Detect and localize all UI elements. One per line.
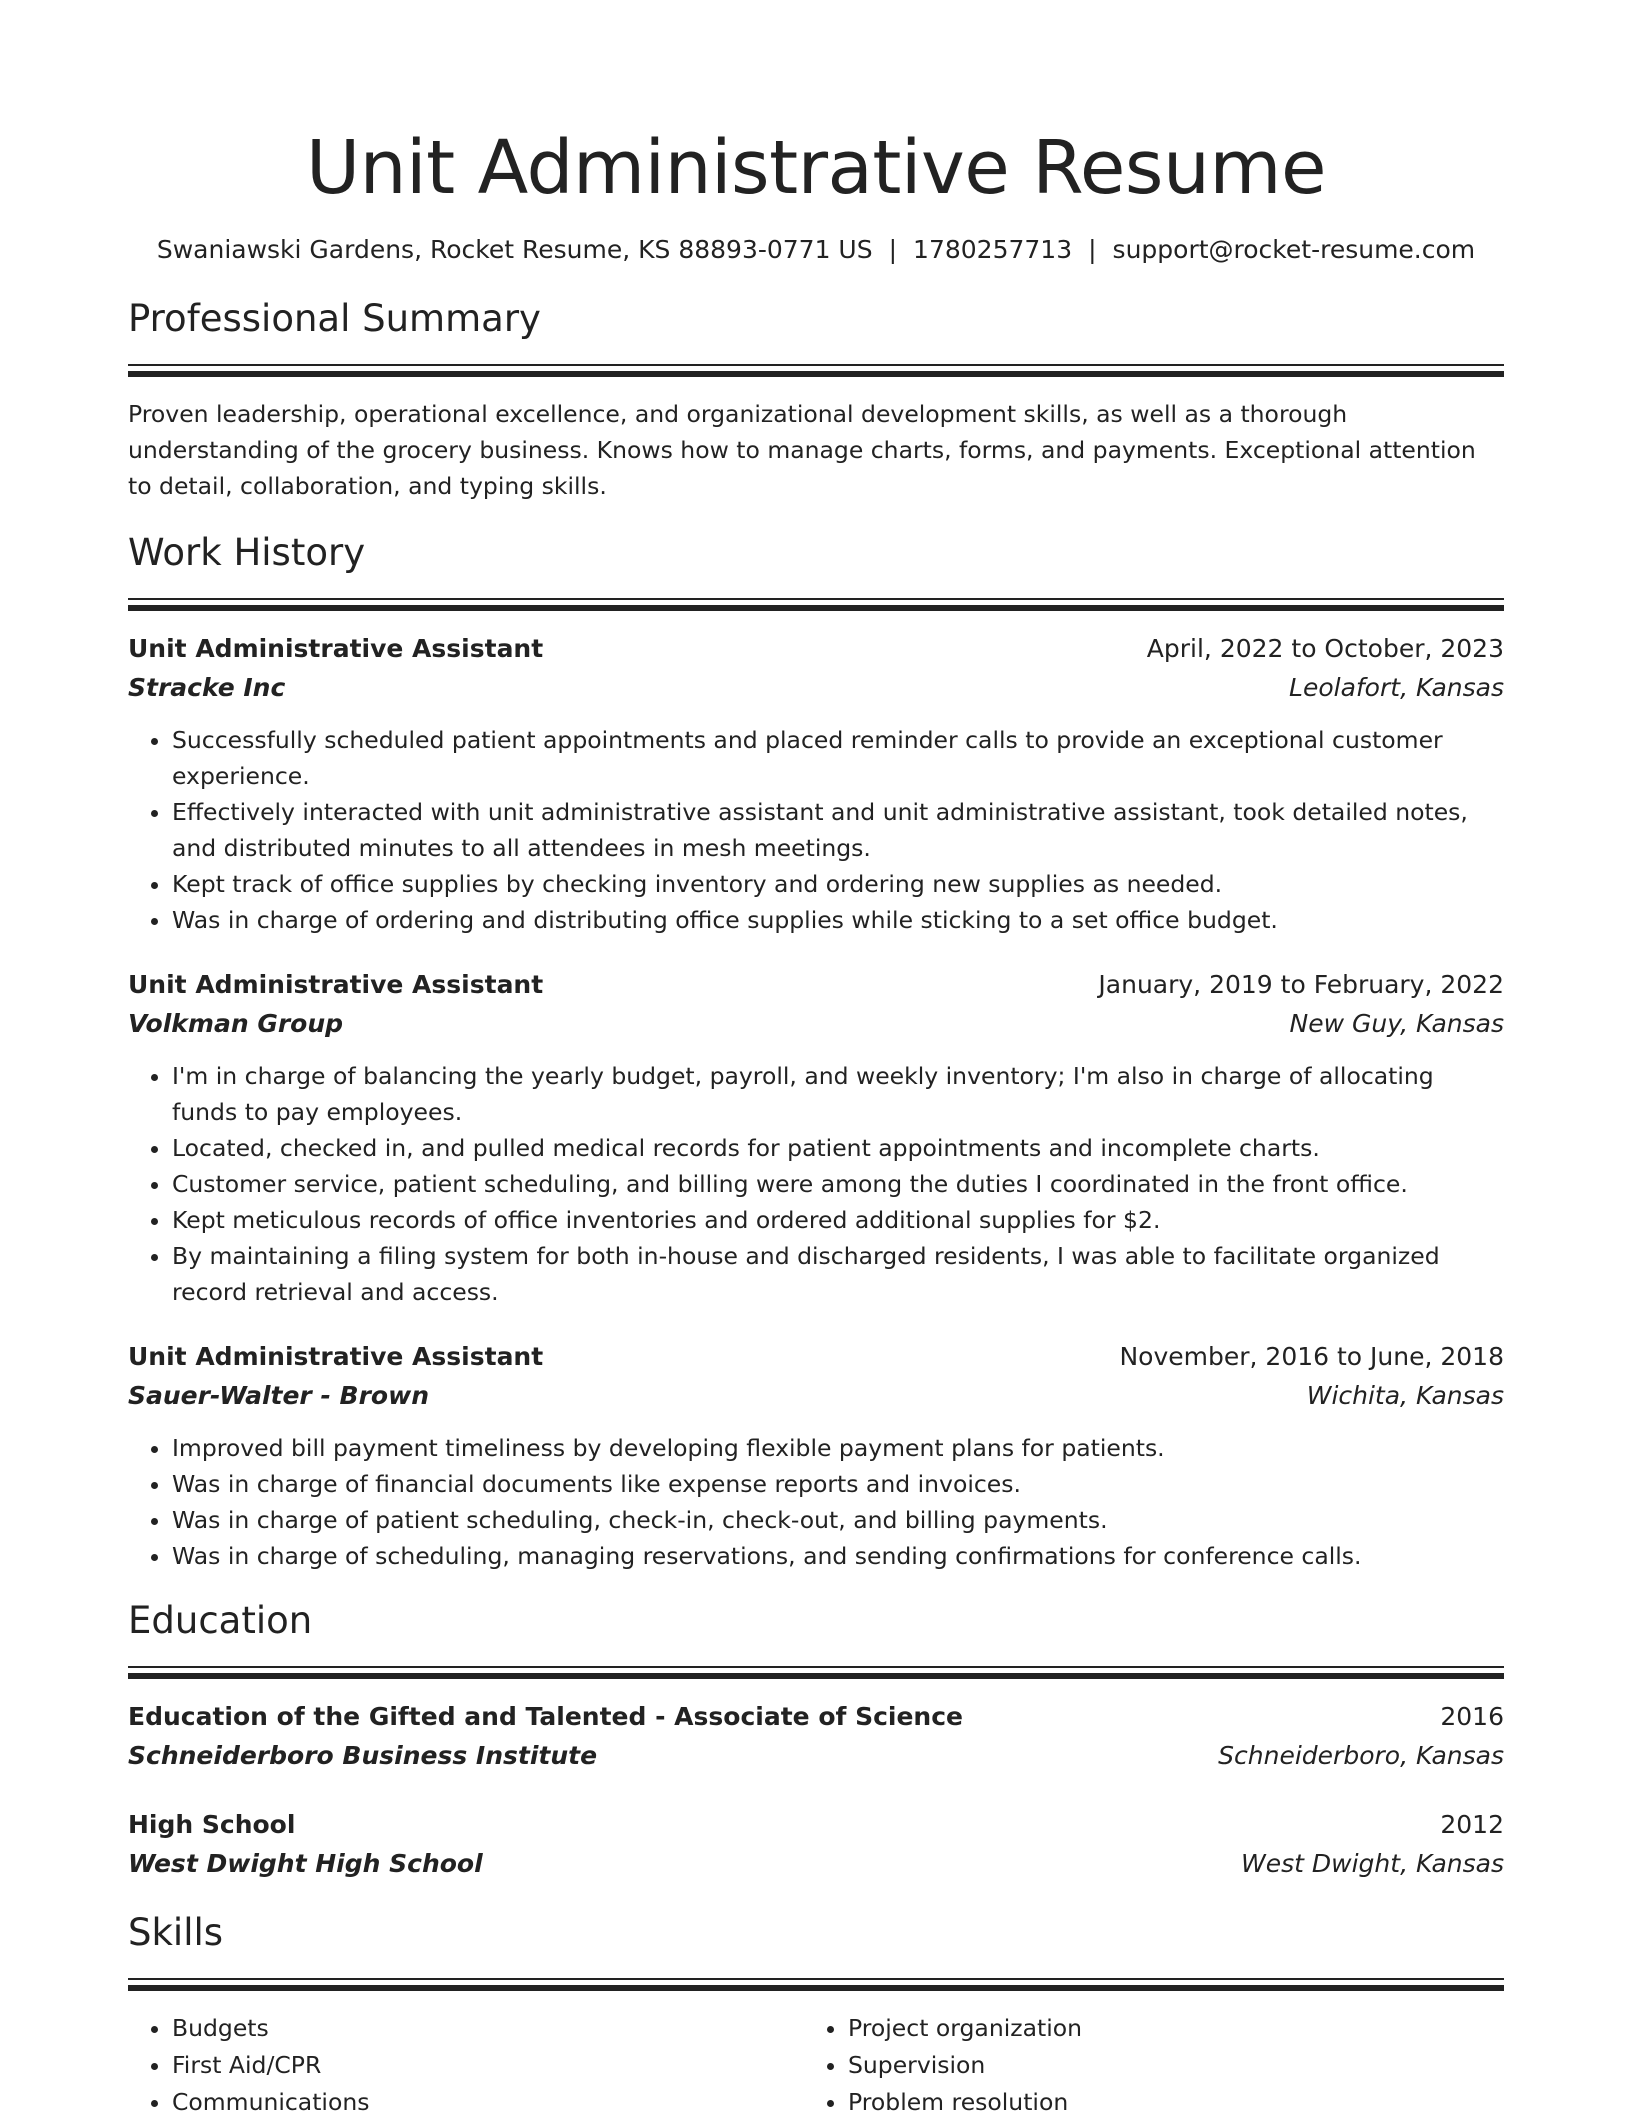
education-entry — [128, 1806, 1504, 1884]
job-dates: November, 2016 to June, 2018 — [1119, 1342, 1504, 1371]
job-dates: April, 2022 to October, 2023 — [1146, 634, 1504, 663]
resume-page — [128, 0, 1504, 2121]
section-divider — [128, 1978, 1504, 1994]
education-degree: High School — [128, 1810, 296, 1839]
list-item: • Was in charge of patient scheduling, check-in, check-out, and billing payments. — [172, 1502, 1504, 1538]
education-year: 2012 — [1440, 1810, 1504, 1839]
section-title-skills: Skills — [128, 1911, 224, 1954]
education-school: West Dwight High School — [128, 1849, 483, 1878]
job-company: Volkman Group — [128, 1009, 344, 1038]
job-bullets — [128, 1430, 1504, 1574]
skill-item: • Project organization — [848, 2010, 1480, 2047]
job-title: Unit Administrative Assistant — [128, 1342, 544, 1371]
list-item: • Was in charge of ordering and distributing office supplies while sticking to a set office budget. — [172, 902, 1504, 938]
job-title: Unit Administrative Assistant — [128, 970, 544, 999]
education-school: Schneiderboro Business Institute — [128, 1741, 598, 1770]
list-item: • Was in charge of financial documents like expense reports and invoices. — [172, 1466, 1504, 1502]
list-item: • Kept meticulous records of office inventories and ordered additional supplies for $2. — [172, 1202, 1504, 1238]
contact-separator: | — [888, 235, 898, 264]
contact-line — [128, 232, 1504, 268]
skill-item: • First Aid/CPR — [172, 2047, 804, 2084]
skills-columns — [128, 2010, 1504, 2121]
job-company: Stracke Inc — [128, 673, 286, 702]
resume-title: Unit Administrative Resume — [305, 125, 1326, 211]
list-item: • Successfully scheduled patient appointments and placed reminder calls to provide an exceptional customer experience. — [172, 722, 1504, 794]
section-divider — [128, 598, 1504, 614]
skill-item: • Problem resolution — [848, 2084, 1480, 2121]
education-entry — [128, 1698, 1504, 1776]
skill-item: • Budgets — [172, 2010, 804, 2047]
education-location: Schneiderboro, Kansas — [1218, 1741, 1504, 1770]
list-item: • Improved bill payment timeliness by developing flexible payment plans for patients. — [172, 1430, 1504, 1466]
education-degree: Education of the Gifted and Talented - Associate of Science — [128, 1702, 963, 1731]
work-history-section — [128, 528, 1504, 1574]
job-location: Wichita, Kansas — [1306, 1381, 1504, 1410]
list-item: • Customer service, patient scheduling, and billing were among the duties I coordinated in the front office. — [172, 1166, 1504, 1202]
section-title-summary: Professional Summary — [128, 297, 541, 340]
section-divider — [128, 364, 1504, 380]
skill-item: • Communications — [172, 2084, 804, 2121]
contact-address: Swaniawski Gardens, Rocket Resume, KS 88893-0771 US — [156, 235, 873, 264]
job-entry — [128, 1338, 1504, 1574]
list-item: • Effectively interacted with unit administrative assistant and unit administrative assistant, took detailed notes, and distributed minutes to all attendees in mesh meetings. — [172, 794, 1504, 866]
job-entry — [128, 630, 1504, 938]
summary-text: Proven leadership, operational excellence, and organizational development skills, as well as a thorough understanding of the grocery business. Knows how to manage charts, forms, and payments. Exceptional attention to detail, collaboration, and typing skills. — [128, 400, 1476, 500]
education-location: West Dwight, Kansas — [1241, 1849, 1504, 1878]
list-item: • Located, checked in, and pulled medical records for patient appointments and incomplete charts. — [172, 1130, 1504, 1166]
summary-section — [128, 294, 1504, 504]
skill-item: • Supervision — [848, 2047, 1480, 2084]
list-item: • By maintaining a filing system for both in-house and discharged residents, I was able to facilitate organized record retrieval and access. — [172, 1238, 1504, 1310]
job-entry — [128, 966, 1504, 1310]
section-title-education: Education — [128, 1599, 313, 1642]
list-item: • Kept track of office supplies by checking inventory and ordering new supplies as needed. — [172, 866, 1504, 902]
section-title-work-history: Work History — [128, 531, 366, 574]
contact-separator: | — [1088, 235, 1097, 264]
section-divider — [128, 1666, 1504, 1682]
job-title: Unit Administrative Assistant — [128, 634, 544, 663]
job-location: New Guy, Kansas — [1289, 1009, 1504, 1038]
list-item: • Was in charge of scheduling, managing reservations, and sending confirmations for conference calls. — [172, 1538, 1504, 1574]
job-bullets — [128, 722, 1504, 938]
skills-list-right — [804, 2010, 1480, 2121]
job-bullets — [128, 1058, 1504, 1310]
list-item: • I'm in charge of balancing the yearly budget, payroll, and weekly inventory; I'm also in charge of allocating funds to pay employees. — [172, 1058, 1504, 1130]
job-location: Leolafort, Kansas — [1289, 673, 1504, 702]
job-dates: January, 2019 to February, 2022 — [1098, 970, 1504, 999]
job-company: Sauer-Walter - Brown — [128, 1381, 430, 1410]
contact-phone: 1780257713 — [913, 235, 1073, 264]
contact-email: support@rocket-resume.com — [1112, 235, 1476, 264]
skills-list-left — [128, 2010, 804, 2121]
education-section — [128, 1596, 1504, 1884]
education-year: 2016 — [1440, 1702, 1504, 1731]
skills-section — [128, 1908, 1504, 2121]
